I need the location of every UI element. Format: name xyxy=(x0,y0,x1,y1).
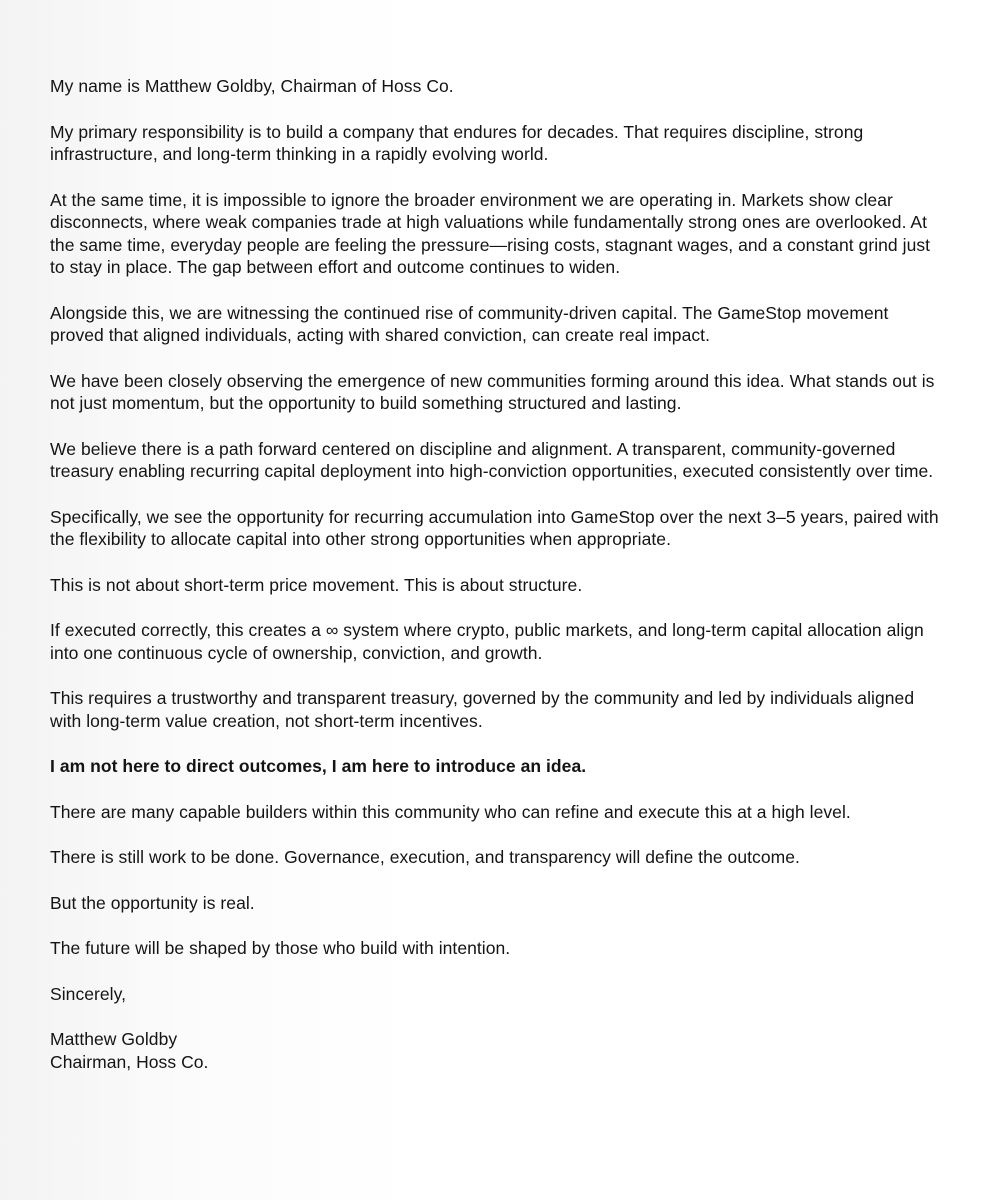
paragraph-community-capital: Alongside this, we are witnessing the continued rise of community-driven capital. The GameStop movement proved that aligned individuals, acting with shared conviction, can create real impact. xyxy=(50,302,889,345)
signature-name: Matthew Goldby xyxy=(50,1029,178,1049)
bold-statement: I am not here to direct outcomes, I am here to introduce an idea. xyxy=(50,756,587,776)
paragraph-path-forward: We believe there is a path forward centered on discipline and alignment. A transparent, community-governed treasury enabling recurring capital deployment into high-conviction opportunities, executed consistently over time. xyxy=(50,438,934,481)
paragraph-environment: At the same time, it is impossible to ignore the broader environment we are operating in. Markets show clear disconnects, where weak companies trade at high valuations while fundamentally strong ones are overlooked. At the same time, everyday people are feeling the pressure—rising costs, stagnant wages, and a constant grind just to stay in place. The gap between effort and outcome continues to widen. xyxy=(50,189,931,277)
paragraph-gamestop-accumulation: Specifically, we see the opportunity for recurring accumulation into GameStop over the next 3–5 years, paired with the flexibility to allocate capital into other strong opportunities when appropriate. xyxy=(50,506,939,549)
greeting-paragraph: My name is Matthew Goldby, Chairman of Hoss Co. xyxy=(50,76,454,96)
sign-off: Sincerely, xyxy=(50,983,127,1004)
letter-body xyxy=(50,75,944,1073)
paragraph-builders: There are many capable builders within this community who can refine and execute this at a high level. xyxy=(50,801,851,822)
signature-block xyxy=(50,1028,944,1073)
paragraph-observing: We have been closely observing the emergence of new communities forming around this idea. What stands out is not just momentum, but the opportunity to build something structured and lasting. xyxy=(50,370,935,413)
paragraph-responsibility: My primary responsibility is to build a company that endures for decades. That requires discipline, strong infrastructure, and long-term thinking in a rapidly evolving world. xyxy=(50,121,864,164)
paragraph-structure: This is not about short-term price movement. This is about structure. xyxy=(50,574,583,595)
paragraph-treasury: This requires a trustworthy and transparent treasury, governed by the community and led by individuals aligned with long-term value creation, not short-term incentives. xyxy=(50,688,915,731)
paragraph-opportunity-real: But the opportunity is real. xyxy=(50,892,255,913)
signature-title: Chairman, Hoss Co. xyxy=(50,1051,209,1072)
paragraph-work-to-be-done: There is still work to be done. Governance, execution, and transparency will define the outcome. xyxy=(50,847,800,867)
paragraph-infinity-system: If executed correctly, this creates a ∞ system where crypto, public markets, and long-term capital allocation align into one continuous cycle of ownership, conviction, and growth. xyxy=(50,620,924,663)
paragraph-future: The future will be shaped by those who build with intention. xyxy=(50,938,511,958)
